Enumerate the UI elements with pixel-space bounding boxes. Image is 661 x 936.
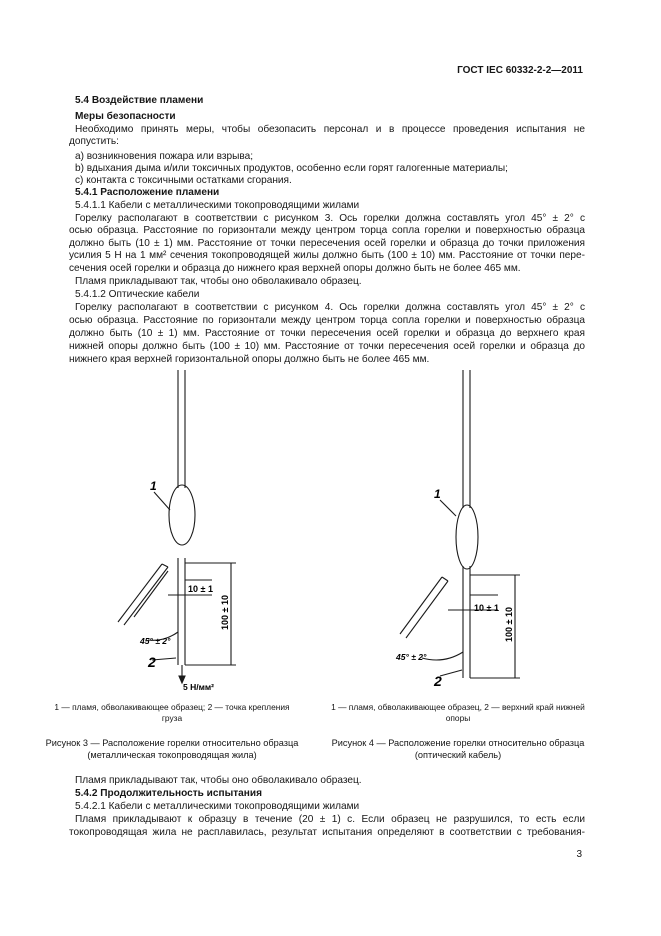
safety-item-a: a) возникновения пожара или взрыва; [75,151,254,162]
para-5421-line2: токопроводящая жила не расплавилась, результат испытания определяют в соответствии с требования- [69,827,585,838]
section-541-title: 5.4.1 Расположение пламени [75,187,220,198]
fig3-dim-10: 10 ± 1 [188,584,213,594]
fig4-dim-10: 10 ± 1 [474,603,499,613]
section-542-title: 5.4.2 Продолжительность испытания [75,788,262,799]
safety-intro: Необходимо принять меры, чтобы обезопасить персонал и в процессе проведения испытания не [75,124,585,135]
para-541-line4: усилия 5 Н на 1 мм² сечения токопроводящей жилы должно быть (100 ± 10) мм. Расстояние от точки пере- [69,250,585,261]
section-title: 5.4 Воздействие пламени [75,95,204,106]
para-541-line1: Горелку располагают в соответствии с рисунком 3. Ось горелки должна составлять угол 45° ± 2° с [75,213,585,224]
fig3-angle: 45° ± 2° [140,636,171,646]
section-5411-title: 5.4.1.1 Кабели с металлическими токопроводящими жилами [75,200,360,211]
fig3-dim-100: 100 ± 10 [220,595,230,630]
fig4-dim-100: 100 ± 10 [504,607,514,642]
figure-3-drawing [40,370,300,700]
fig3-force: 5 Н/мм² [183,682,214,692]
para-5412-line1: Горелку располагают в соответствии с рисунком 4. Ось горелки должна составлять угол 45° ± 2° с [75,302,585,313]
section-5412-title: 5.4.1.2 Оптические кабели [75,289,200,300]
para-541-line3: должно быть (10 ± 1) мм. Расстояние от точки пересечения осей горелки и образца до точки приложения [69,238,585,249]
flame-ellipse-3 [169,485,195,545]
page-number: 3 [576,849,582,860]
apply-flame-1: Пламя прикладывают так, чтобы оно обволакивало образец. [75,276,362,287]
para-5412-line3: должно быть (10 ± 1) мм. Расстояние от точки пересечения осей горелки и образца до верхнего края [69,328,585,339]
fig3-legend: 1 — пламя, обволакивающее образец; 2 — точка крепления груза [54,702,290,723]
fig3-label-1: 1 [150,479,157,493]
section-5421-title: 5.4.2.1 Кабели с металлическими токопроводящими жилами [75,801,360,812]
para-5421-line1: Пламя прикладывают к образцу в течение (20 ± 1) с. Если образец не разрушился, то есть если [75,814,585,825]
safety-item-c: c) контакта с токсичными остатками сгорания. [75,175,292,186]
flame-ellipse-4 [456,505,478,569]
fig4-legend: 1 — пламя, обволакивающее образец, 2 — верхний край нижней опоры [331,702,585,723]
fig4-angle: 45° ± 2° [396,652,427,662]
para-5412-line4: нижней опоры должно быть (100 ± 10) мм. Расстояние от точки пересечения осей горелки и образца до [69,341,585,352]
fig4-caption: Рисунок 4 — Расположение горелки относительно образца (оптический кабель) [331,738,585,760]
para-541-line2: осью образца. Расстояние по горизонтали между центром торца сопла горелки и поверхностью образца [69,225,585,236]
safety-item-b: b) вдыхания дыма и/или токсичных продуктов, особенно если горят галогенные материалы; [75,163,508,174]
fig3-label-2: 2 [148,654,156,670]
fig4-label-1: 1 [434,487,441,501]
safety-title: Меры безопасности [75,111,176,122]
para-5412-line5: нижнего края верхней горизонтальной опоры должно быть не более 465 мм. [69,354,430,365]
standard-number: ГОСТ IEC 60332-2-2—2011 [457,65,583,76]
para-541-line5: сечения осей горелки и образца до нижнего края верхней опоры должно быть не более 465 мм. [69,263,521,274]
para-5412-line2: осью образца. Расстояние по горизонтали между центром торца сопла горелки и поверхностью образца [69,315,585,326]
apply-flame-2: Пламя прикладывают так, чтобы оно обволакивало образец. [75,775,362,786]
figure-4-drawing [330,370,590,700]
fig3-caption: Рисунок 3 — Расположение горелки относительно образца (металлическая токопроводящая жила) [45,738,299,760]
fig4-label-2: 2 [434,673,442,689]
safety-intro-cont: допустить: [69,136,119,147]
